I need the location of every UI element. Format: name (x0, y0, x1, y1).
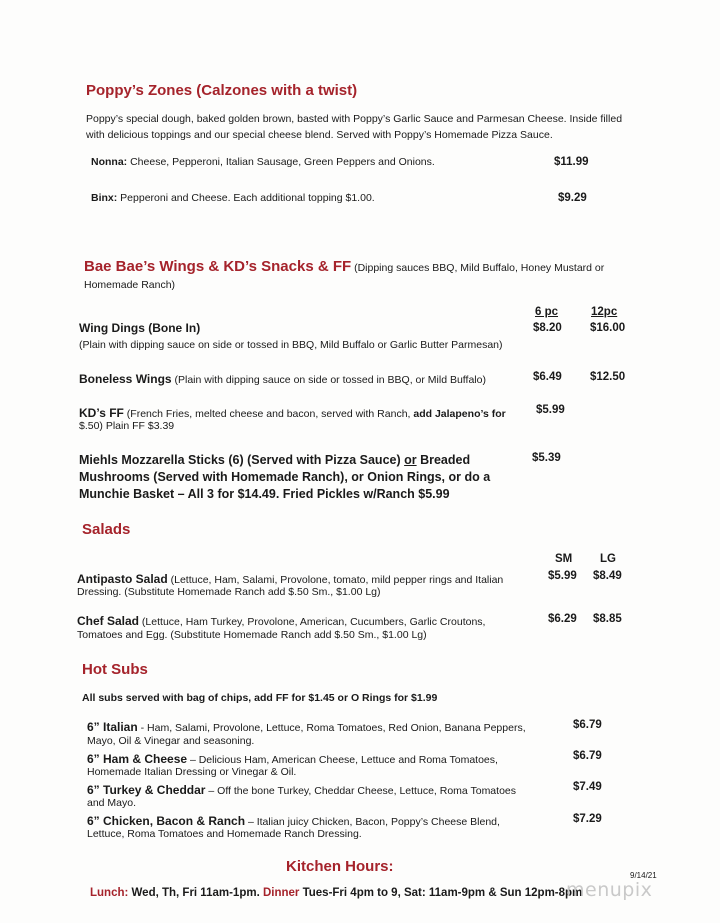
item-name: 6” Italian (87, 720, 138, 734)
col-header-lg: LG (600, 553, 616, 565)
item-name: 6” Turkey & Cheddar (87, 783, 206, 797)
wings-subtitle: (Dipping sauces BBQ, Mild Buffalo, Honey Mustard or (351, 262, 605, 274)
salads-title: Salads (82, 521, 131, 538)
wings-subtitle-line2: Homemade Ranch) (84, 279, 176, 291)
item-desc: (Lettuce, Ham, Salami, Provolone, tomato, mild pepper rings and Italian (167, 574, 504, 586)
dinner-text: Tues-Fri 4pm to 9, Sat: 11am-9pm & Sun 12pm-8pm (299, 887, 583, 899)
price-boneless-6pc: $6.49 (533, 371, 562, 383)
item-desc: (Plain with dipping sauce on side or tossed in BBQ, or Mild Buffalo) (171, 374, 486, 386)
or-text: or (404, 453, 417, 467)
wings-title: Bae Bae’s Wings & KD’s Snacks & FF (84, 258, 352, 275)
italian-line2: Mayo, Oil & Vinegar and seasoning. (87, 735, 255, 747)
zones-title: Poppy’s Zones (Calzones with a twist) (86, 82, 358, 99)
item-name: 6” Chicken, Bacon & Ranch (87, 814, 246, 828)
kds-ff-line2: $.50) Plain FF $3.39 (79, 420, 175, 432)
price-antipasto-sm: $5.99 (548, 570, 577, 582)
col-header-6pc: 6 pc (535, 306, 559, 318)
item-name: Antipasto Salad (77, 572, 168, 586)
price-nonna: $11.99 (554, 156, 589, 168)
price-antipasto-lg: $8.49 (593, 570, 622, 582)
item-addon: add Jalapeno’s for (413, 408, 506, 420)
chef-salad-line2: Tomatoes and Egg. (Substitute Homemade Ranch add $.50 Sm., $1.00 Lg) (77, 629, 427, 641)
item-name: Chef Salad (77, 614, 140, 628)
price-italian: $6.79 (573, 719, 602, 731)
price-wing-dings-6pc: $8.20 (533, 322, 562, 334)
price-turkey-cheddar: $7.49 (573, 781, 602, 793)
chicken-bacon-ranch-line2: Lettuce, Roma Tomatoes and Homemade Ranch Dressing. (87, 828, 362, 840)
lunch-label: Lunch: (90, 887, 129, 899)
price-mozzarella-sticks: $5.39 (532, 452, 561, 464)
zones-desc-line1: Poppy’s special dough, baked golden brown, basted with Poppy’s Garlic Sauce and Parmesan Cheese. Inside filled (86, 113, 623, 125)
menu-item-mozzarella-sticks (79, 453, 470, 467)
price-wing-dings-12pc: $16.00 (590, 322, 626, 334)
zones-desc-line2: with delicious toppings and our special cheese blend. Served with Poppy’s Homemade Pizza Sauce. (86, 129, 553, 141)
price-ham-cheese: $6.79 (573, 750, 602, 762)
item-desc: – Italian juicy Chicken, Bacon, Poppy’s Cheese Blend, (245, 816, 500, 828)
ham-cheese-line2: Homemade Italian Dressing or Vinegar & Oil. (87, 766, 297, 778)
antipasto-line2: Dressing. (Substitute Homemade Ranch add $.50 Sm., $1.00 Lg) (77, 586, 381, 598)
dinner-label: Dinner (262, 887, 300, 899)
item-name: Binx: (91, 192, 118, 204)
kitchen-hours-title: Kitchen Hours: (286, 858, 394, 875)
item-desc: Pepperoni and Cheese. Each additional topping $1.00. (117, 192, 375, 204)
item-name: Miehls Mozzarella Sticks (6) (Served with Pizza Sauce) (79, 453, 405, 467)
hot-subs-title: Hot Subs (82, 661, 148, 678)
item-desc: – Off the bone Turkey, Cheddar Cheese, Lettuce, Roma Tomatoes (205, 785, 516, 797)
item-desc: – Delicious Ham, American Cheese, Lettuce and Roma Tomatoes, (187, 754, 498, 766)
sticks-line3: Munchie Basket – All 3 for $14.49. Fried Pickles w/Ranch $5.99 (79, 487, 450, 501)
wings-header (84, 258, 604, 276)
menu-item-boneless-wings (79, 370, 486, 388)
item-name: Nonna: (91, 156, 128, 168)
item-name: Boneless Wings (79, 372, 172, 386)
kitchen-hours-line (90, 887, 582, 899)
price-kds-ff: $5.99 (536, 404, 565, 416)
price-binx: $9.29 (558, 192, 587, 204)
price-chicken-bacon-ranch: $7.29 (573, 813, 602, 825)
item-desc: Cheese, Pepperoni, Italian Sausage, Green Peppers and Onions. (127, 156, 435, 168)
price-boneless-12pc: $12.50 (590, 371, 626, 383)
lunch-text: Wed, Th, Fri 11am-1pm. (128, 887, 263, 899)
item-desc: (Lettuce, Ham Turkey, Provolone, American, Cucumbers, Garlic Croutons, (139, 616, 486, 628)
menu-item-nonna (91, 156, 435, 168)
price-chef-lg: $8.85 (593, 613, 622, 625)
item-desc: (French Fries, melted cheese and bacon, served with Ranch, (123, 408, 414, 420)
menu-item-binx (91, 192, 375, 204)
menu-item-chef-salad (77, 612, 485, 630)
menu-item-turkey-cheddar (87, 781, 516, 799)
menu-date: 9/14/21 (630, 871, 657, 880)
menu-item-italian (87, 718, 526, 736)
price-chef-sm: $6.29 (548, 613, 577, 625)
wing-dings-desc: (Plain with dipping sauce on side or tossed in BBQ, Mild Buffalo or Garlic Butter Parmesan) (79, 339, 503, 351)
col-header-sm: SM (555, 553, 573, 565)
item-name: 6” Ham & Cheese (87, 752, 188, 766)
turkey-cheddar-line2: and Mayo. (87, 797, 137, 809)
sticks-line2: Mushrooms (Served with Homemade Ranch), or Onion Rings, or do a (79, 470, 491, 484)
hot-subs-note: All subs served with bag of chips, add FF for $1.45 or O Rings for $1.99 (82, 692, 438, 704)
col-header-12pc: 12pc (591, 306, 618, 318)
item-desc: - Ham, Salami, Provolone, Lettuce, Roma Tomatoes, Red Onion, Banana Peppers, (137, 722, 526, 734)
wing-dings-name: Wing Dings (Bone In) (79, 321, 201, 335)
item-name-cont: Breaded (416, 453, 471, 467)
item-name: KD’s FF (79, 406, 124, 420)
menupix-watermark: menupix (566, 879, 653, 901)
